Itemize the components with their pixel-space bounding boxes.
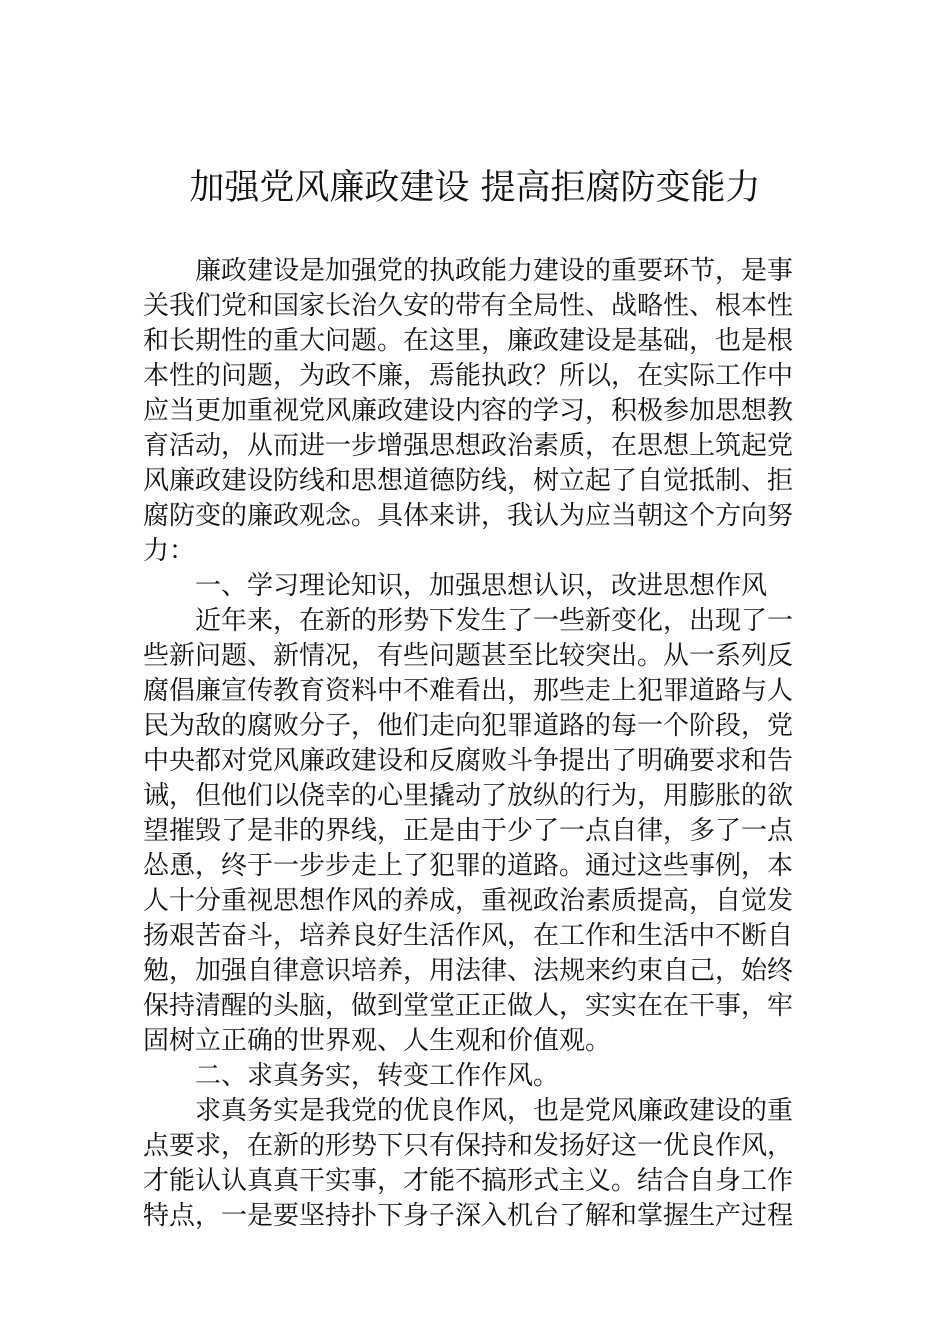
paragraph-line: 诫，但他们以侥幸的心里撬动了放纵的行为，用膨胀的欲 xyxy=(143,781,794,811)
paragraph-line: 民为敌的腐败分子，他们走向犯罪道路的每一个阶段，党 xyxy=(143,711,794,741)
paragraph-line: 望摧毁了是非的界线，正是由于少了一点自律，多了一点 xyxy=(143,816,794,846)
paragraph-line: 近年来，在新的形势下发生了一些新变化，出现了一 xyxy=(195,606,794,636)
document-title: 加强党风廉政建设 提高拒腐防变能力 xyxy=(189,168,761,208)
paragraph-line: 特点，一是要坚持扑下身子深入机台了解和掌握生产过程 xyxy=(143,1201,794,1231)
paragraph-line: 怂恿，终于一步步走上了犯罪的道路。通过这些事例，本 xyxy=(143,851,794,881)
paragraph-line: 点要求，在新的形势下只有保持和发扬好这一优良作风， xyxy=(143,1131,794,1161)
paragraph-line: 求真务实是我党的优良作风，也是党风廉政建设的重 xyxy=(195,1096,794,1126)
paragraph-line: 勉，加强自律意识培养，用法律、法规来约束自己，始终 xyxy=(143,956,794,986)
paragraph-line: 腐防变的廉政观念。具体来讲，我认为应当朝这个方向努 xyxy=(143,501,794,531)
paragraph-line: 应当更加重视党风廉政建设内容的学习，积极参加思想教 xyxy=(143,396,794,426)
paragraph-line: 扬艰苦奋斗，培养良好生活作风，在工作和生活中不断自 xyxy=(143,921,794,951)
paragraph-line: 些新问题、新情况，有些问题甚至比较突出。从一系列反 xyxy=(143,641,794,671)
paragraph-line: 风廉政建设防线和思想道德防线，树立起了自觉抵制、拒 xyxy=(143,466,794,496)
paragraph-line: 关我们党和国家长治久安的带有全局性、战略性、根本性 xyxy=(143,291,794,321)
paragraph-line: 廉政建设是加强党的执政能力建设的重要环节，是事 xyxy=(195,256,794,286)
section-heading: 二、求真务实，转变工作作风。 xyxy=(195,1061,560,1091)
paragraph-line: 保持清醒的头脑，做到堂堂正正做人，实实在在干事，牢 xyxy=(143,991,794,1021)
paragraph-line: 和长期性的重大问题。在这里，廉政建设是基础，也是根 xyxy=(143,326,794,356)
paragraph-line: 人十分重视思想作风的养成，重视政治素质提高，自觉发 xyxy=(143,886,794,916)
paragraph-line: 本性的问题，为政不廉，焉能执政？所以，在实际工作中 xyxy=(143,361,794,391)
paragraph-line: 育活动，从而进一步增强思想政治素质，在思想上筑起党 xyxy=(143,431,794,461)
paragraph-line: 中央都对党风廉政建设和反腐败斗争提出了明确要求和告 xyxy=(143,746,794,776)
document-body xyxy=(143,254,813,1234)
paragraph-line: 才能认认真真干实事，才能不搞形式主义。结合自身工作 xyxy=(143,1166,794,1196)
section-heading: 一、学习理论知识，加强思想认识，改进思想作风 xyxy=(195,571,768,601)
paragraph-line: 力： xyxy=(143,536,196,566)
paragraph-line: 腐倡廉宣传教育资料中不难看出，那些走上犯罪道路与人 xyxy=(143,676,794,706)
paragraph-line: 固树立正确的世界观、人生观和价值观。 xyxy=(143,1026,612,1056)
